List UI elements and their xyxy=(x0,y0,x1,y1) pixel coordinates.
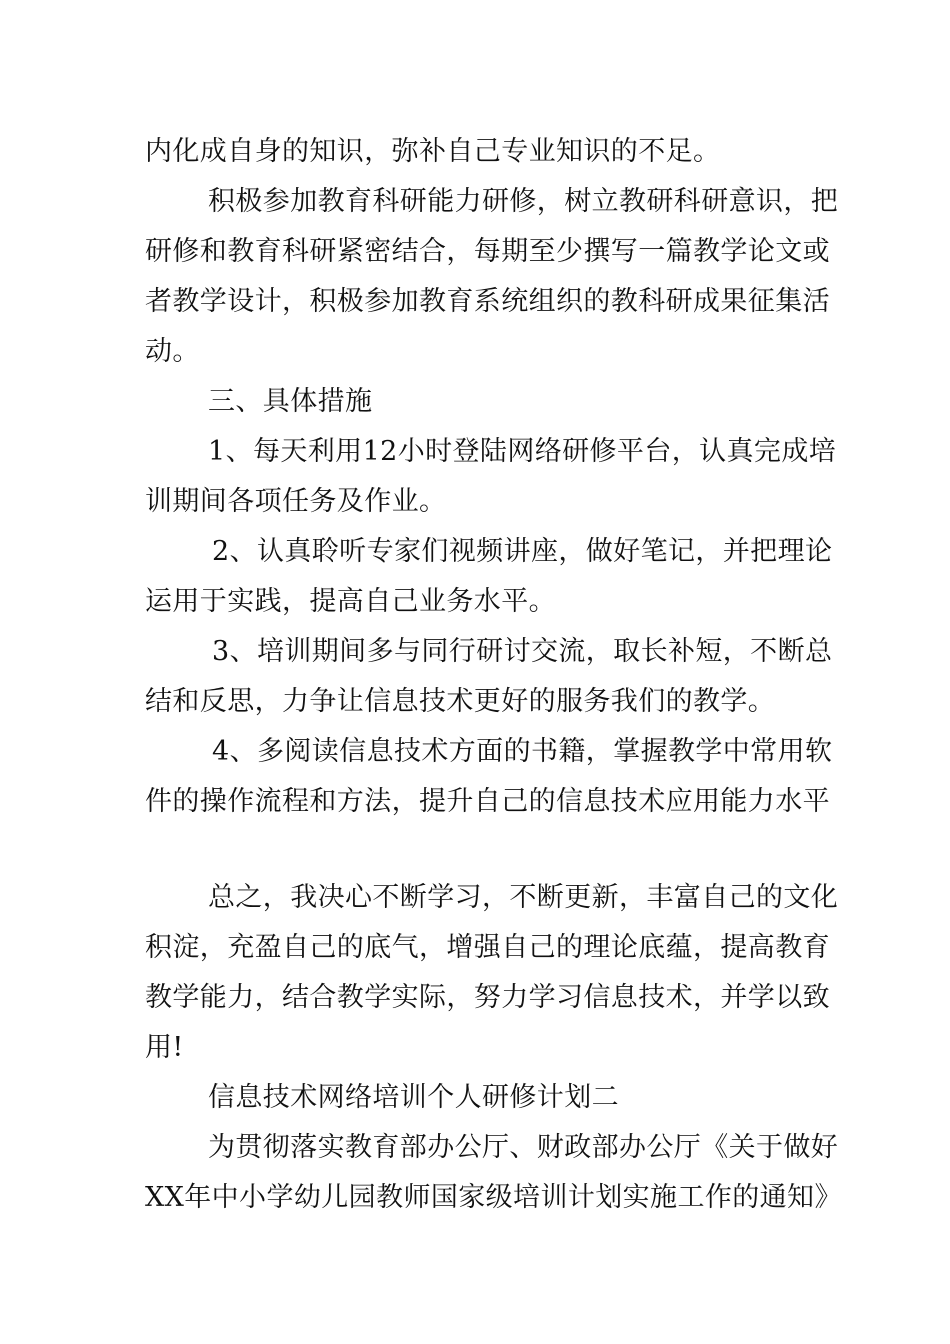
document-subtitle: 信息技术网络培训个人研修计划二 xyxy=(208,1082,619,1113)
text-line: 用! xyxy=(145,1032,184,1063)
text-line: 结和反思，力争让信息技术更好的服务我们的教学。 xyxy=(145,686,776,717)
text-line: 运用于实践，提高自己业务水平。 xyxy=(145,586,556,617)
text-line: 积淀，充盈自己的底气，增强自己的理论底蕴，提高教育 xyxy=(145,932,830,963)
paragraph-start-line: 总之，我决心不断学习，不断更新，丰富自己的文化 xyxy=(208,882,839,913)
list-item-line: 1、每天利用12小时登陆网络研修平台，认真完成培 xyxy=(208,436,837,467)
list-item-line: 3、培训期间多与同行研讨交流，取长补短，不断总 xyxy=(212,636,833,667)
text-line: XX年中小学幼儿园教师国家级培训计划实施工作的通知》 xyxy=(145,1182,842,1213)
list-item-line: 2、认真聆听专家们视频讲座，做好笔记，并把理论 xyxy=(212,536,833,567)
paragraph-start-line: 为贯彻落实教育部办公厅、财政部办公厅《关于做好 xyxy=(208,1132,839,1163)
text-line: 训期间各项任务及作业。 xyxy=(145,486,447,517)
text-line: 内化成自身的知识，弥补自己专业知识的不足。 xyxy=(145,136,721,167)
text-line: 者教学设计，积极参加教育系统组织的教科研成果征集活 xyxy=(145,286,830,317)
paragraph-start-line: 积极参加教育科研能力研修，树立教研科研意识，把 xyxy=(208,186,839,217)
text-line: 研修和教育科研紧密结合，每期至少撰写一篇教学论文或 xyxy=(145,236,830,267)
text-line: 教学能力，结合教学实际，努力学习信息技术，并学以致 xyxy=(145,982,830,1013)
section-heading: 三、具体措施 xyxy=(208,386,373,417)
list-item-line: 4、多阅读信息技术方面的书籍，掌握教学中常用软 xyxy=(212,736,833,767)
text-line: 件的操作流程和方法，提升自己的信息技术应用能力水平 xyxy=(145,786,830,817)
text-line: 动。 xyxy=(145,336,200,367)
